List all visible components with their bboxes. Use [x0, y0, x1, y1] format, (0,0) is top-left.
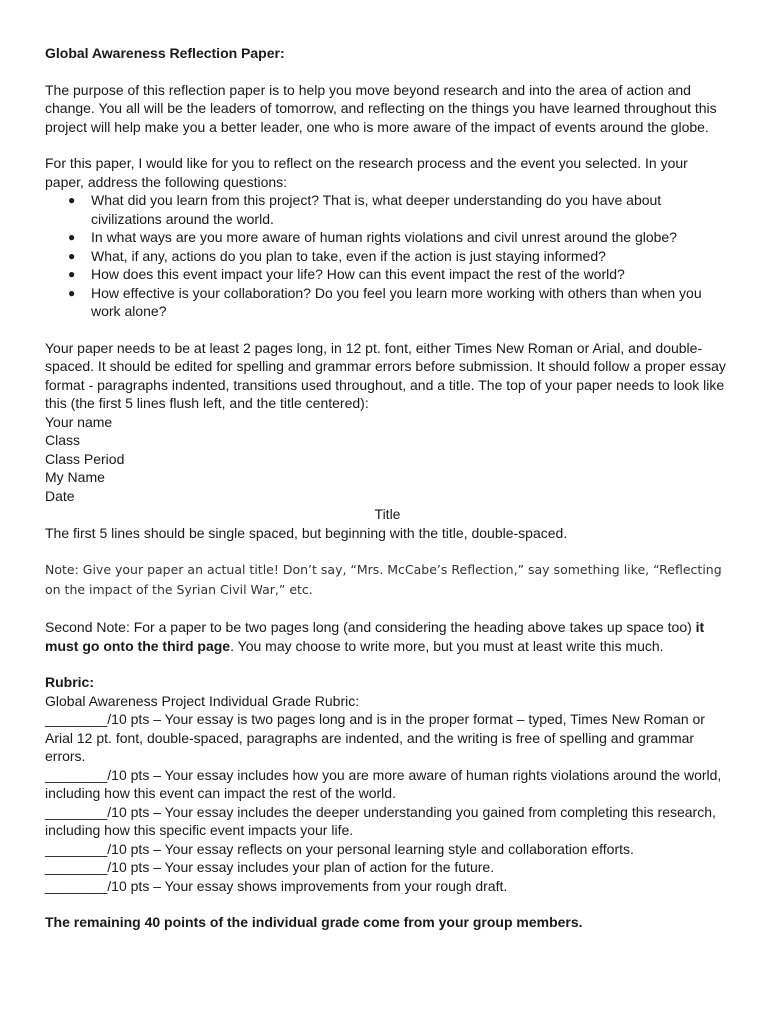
rubric-list	[45, 710, 730, 895]
question-text: How does this event impact your life? How can this event impact the rest of the world?	[91, 266, 625, 282]
example-title: Title	[374, 506, 401, 522]
heading-line: Class Period	[45, 450, 125, 467]
bullet-icon: ●	[68, 230, 76, 244]
heading-example	[45, 413, 730, 506]
heading-line: Your name	[45, 413, 113, 430]
list-item	[45, 265, 730, 284]
purpose-paragraph: The purpose of this reflection paper is to help you move beyond research and into the area of action and change. You all will be the leaders of tomorrow, and reflecting on the things you have learned throughout this project will help make you a better leader, one who is more aware of the impact of events around the globe.	[45, 81, 717, 135]
heading-line: My Name	[45, 469, 105, 485]
heading-line: Class	[45, 432, 81, 448]
second-note	[45, 618, 730, 655]
bullet-icon: ●	[68, 248, 76, 263]
question-text: In what ways are you more aware of human rights violations and civil unrest around the globe?	[91, 229, 677, 245]
question-text: What did you learn from this project? That is, what deeper understanding do you have about civilizations around the world.	[91, 192, 662, 227]
bullet-icon: ●	[68, 193, 76, 207]
rubric-heading: Rubric:	[45, 674, 94, 690]
rubric-item: ________/10 pts – Your essay includes how you are more aware of human rights violations around the world, including how this event can impact the rest of the world.	[45, 766, 722, 801]
question-text: How effective is your collaboration? Do you feel you learn more working with others than when you work alone?	[91, 284, 702, 319]
heading-line: Date	[45, 487, 75, 504]
second-note-start: Second Note: For a paper to be two pages long (and considering the heading above takes up space too)	[45, 619, 696, 635]
list-item	[45, 228, 730, 247]
rubric-item: ________/10 pts – Your essay reflects on your personal learning style and collaboration efforts.	[45, 840, 634, 857]
rubric-item: ________/10 pts – Your essay includes your plan of action for the future.	[45, 859, 495, 875]
bullet-icon: ●	[68, 267, 76, 281]
bullet-icon: ●	[68, 285, 76, 300]
spacing-note: The first 5 lines should be single spaced, but beginning with the title, double-spaced.	[45, 524, 568, 541]
rubric-item: ________/10 pts – Your essay includes the deeper understanding you gained from completing this research, including how this specific event impacts your life.	[45, 803, 716, 838]
second-note-bold: it must go onto the third page	[45, 619, 705, 654]
document-title: Global Awareness Reflection Paper:	[45, 45, 285, 61]
final-note: The remaining 40 points of the individual grade come from your group members.	[45, 914, 583, 930]
rubric-item: ________/10 pts – Your essay is two pages long and is in the proper format – typed, Times New Roman or Arial 12 pt. font, double-spaced, paragraphs are indented, and the writing is free of spelling and grammar errors.	[45, 711, 705, 764]
rubric-subtitle: Global Awareness Project Individual Grade Rubric:	[45, 692, 360, 709]
question-text: What, if any, actions do you plan to take, even if the action is just staying informed?	[91, 247, 606, 264]
list-item	[45, 284, 730, 321]
rubric-item: ________/10 pts – Your essay shows improvements from your rough draft.	[45, 877, 508, 894]
intro-paragraph: For this paper, I would like for you to reflect on the research process and the event you selected. In your paper, address the following questions:	[45, 155, 688, 190]
document-page	[45, 44, 730, 932]
questions-list	[45, 191, 730, 321]
title-note: Note: Give your paper an actual title! Don’t say, “Mrs. McCabe’s Reflection,” say something like, “Reflecting on the impact of the Syrian Civil War,” etc.	[45, 562, 722, 597]
format-paragraph: Your paper needs to be at least 2 pages long, in 12 pt. font, either Times New Roman or Arial, and double-spaced. It should be edited for spelling and grammar errors before submission. It should follow a proper essay format - paragraphs indented, transitions used throughout, and a title. The top of your paper needs to look like this (the first 5 lines flush left, and the title centered):	[45, 339, 726, 411]
list-item	[45, 191, 730, 228]
list-item	[45, 247, 730, 266]
second-note-end: . You may choose to write more, but you must at least write this much.	[230, 637, 664, 654]
